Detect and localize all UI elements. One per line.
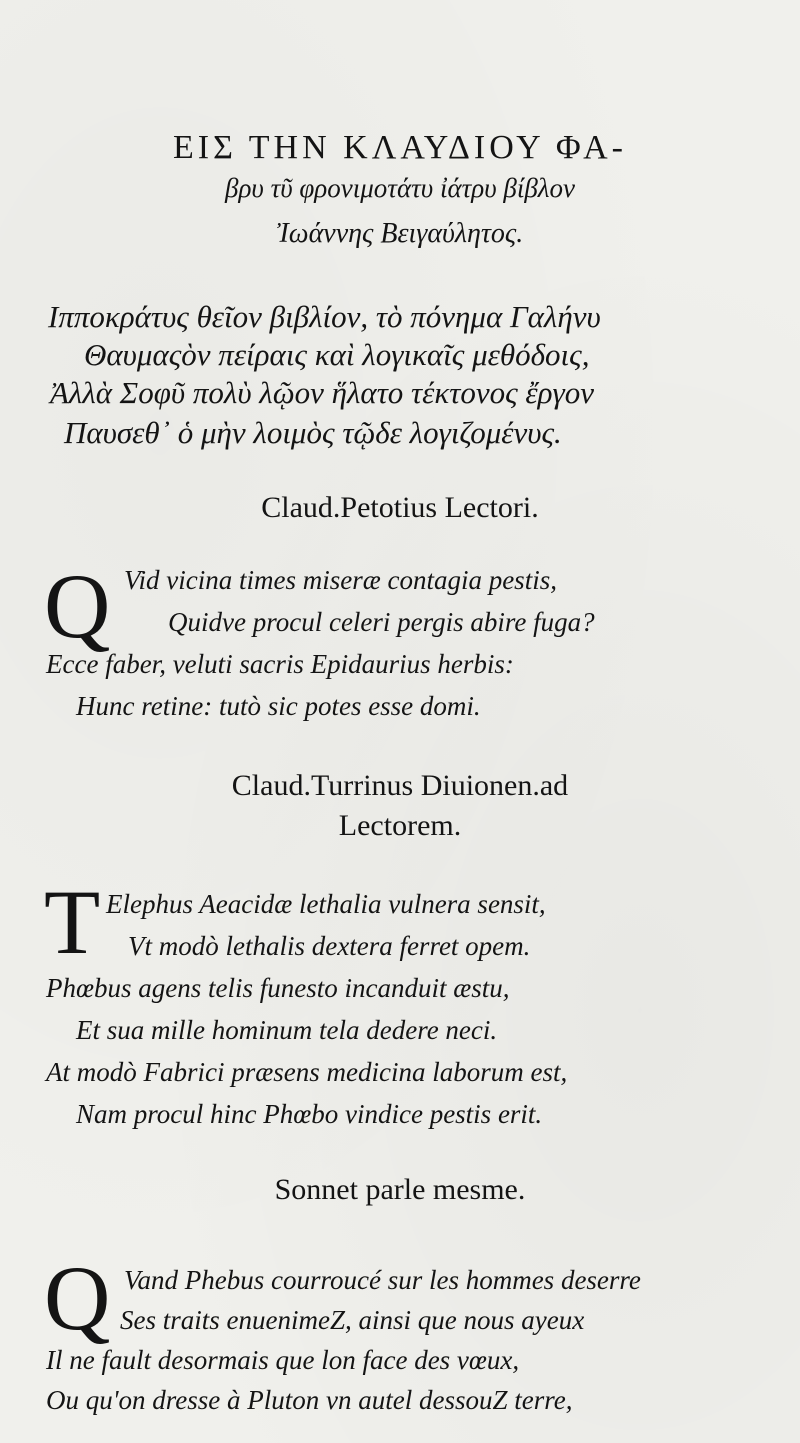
latin-verse-line: Ecce faber, veluti sacris Epidaurius herbis: xyxy=(46,649,514,679)
greek-verse-line: Παυσεθ᾽ ὁ μὴν λοιμὸς τῷδε λογιζομένυς. xyxy=(64,415,562,450)
latin-verse-line: Vid vicina times miseræ contagia pestis, xyxy=(124,565,557,595)
greek-title: ΕΙΣ ΤΗΝ ΚΛΑΥΔΙΟΥ ΦΑ- xyxy=(173,129,627,166)
french-verse-line: Ou qu'on dresse à Pluton vn autel dessouZ terre, xyxy=(46,1385,573,1415)
greek-verse-line: Ἀλλὰ Σοφῦ πολὺ λῷον ἥλατο τέκτονος ἔργον xyxy=(50,375,594,410)
latin-verse-line: At modò Fabrici præsens medicina laborum est, xyxy=(46,1057,568,1087)
drop-cap-initial: Q xyxy=(44,1247,111,1349)
greek-verse-line: Ιπποκράτυς θεῖον βιβλίον, τὸ πόνημα Γαλήνυ xyxy=(48,299,601,334)
latin-verse-line: Hunc retine: tutò sic potes esse domi. xyxy=(76,691,481,721)
section-heading-turrinus: Claud.Turrinus Diuionen.ad xyxy=(231,769,569,802)
french-verse-line: Il ne fault desormais que lon face des vœux, xyxy=(46,1345,520,1375)
greek-author: Ἰωάννης Βειγαύλητος. xyxy=(276,218,524,249)
latin-verse-line: Phœbus agens telis funesto incanduit æstu, xyxy=(46,973,510,1003)
greek-verse-line: Θαυμαςὸν πείραις καὶ λογικαῖς μεθόδοις, xyxy=(84,337,590,372)
french-verse-line: Ses traits enuenimeZ, ainsi que nous ayeux xyxy=(120,1305,585,1335)
latin-verse-line: Quidve procul celeri pergis abire fuga? xyxy=(168,607,595,637)
latin-verse-line: Vt modò lethalis dextera ferret opem. xyxy=(128,931,531,961)
french-verse-line: Vand Phebus courroucé sur les hommes deserre xyxy=(124,1265,641,1295)
section-heading-petotius: Claud.Petotius Lectori. xyxy=(261,491,539,524)
section-heading-sonnet: Sonnet parle mesme. xyxy=(274,1173,526,1206)
drop-cap-initial: Q xyxy=(44,555,111,657)
latin-verse-line: Et sua mille hominum tela dedere neci. xyxy=(76,1015,498,1045)
greek-subtitle: βρυ τῦ φρονιμοτάτυ ἰάτρυ βίβλον xyxy=(225,173,575,203)
section-heading-turrinus-cont: Lectorem. xyxy=(338,809,462,842)
latin-verse-line: Elephus Aeacidæ lethalia vulnera sensit, xyxy=(106,889,546,919)
drop-cap-initial: T xyxy=(44,871,101,973)
latin-verse-line: Nam procul hinc Phœbo vindice pestis erit. xyxy=(76,1099,543,1129)
